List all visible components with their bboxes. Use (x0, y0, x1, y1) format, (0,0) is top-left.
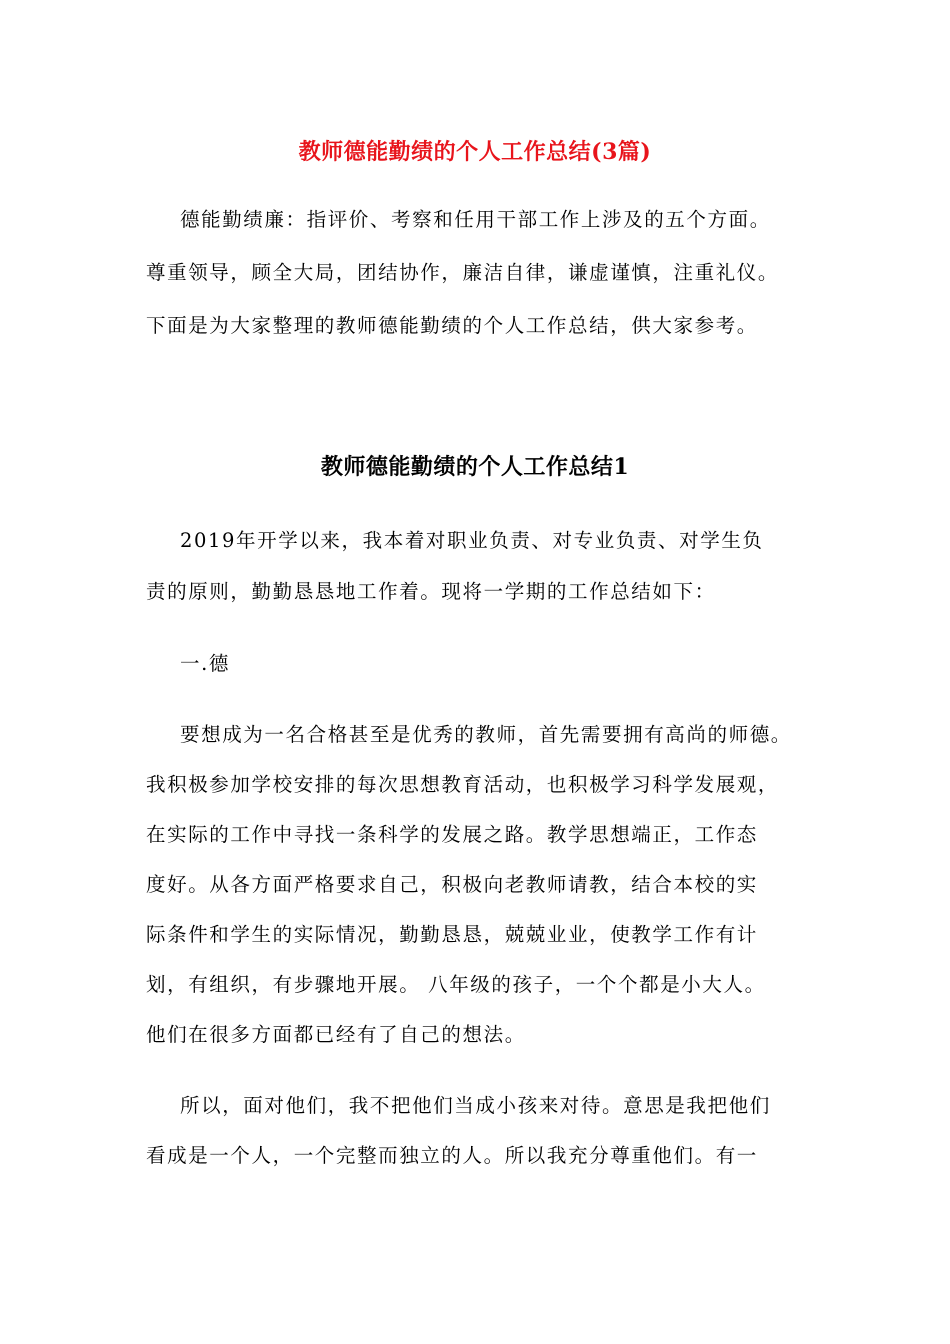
paragraph2-line-4: 度好。从各方面严格要求自己，积极向老教师请教，结合本校的实 (146, 873, 758, 896)
intro-line-2: 尊重领导，顾全大局，团结协作，廉洁自律，谦虚谨慎，注重礼仪。 (146, 261, 780, 284)
paragraph2-line-2: 我积极参加学校安排的每次思想教育活动，也积极学习科学发展观， (146, 773, 780, 796)
paragraph2-line-6: 划，有组织，有步骤地开展。 八年级的孩子，一个个都是小大人。 (146, 973, 766, 996)
document-title: 教师德能勤绩的个人工作总结(3篇) (298, 139, 652, 165)
paragraph2-line-5: 际条件和学生的实际情况，勤勤恳恳，兢兢业业，使教学工作有计 (146, 923, 758, 946)
paragraph1-line-1: 2019年开学以来，我本着对职业负责、对专业负责、对学生负 (180, 529, 764, 552)
intro-line-3: 下面是为大家整理的教师德能勤绩的个人工作总结，供大家参考。 (146, 314, 758, 337)
paragraph2-line-3: 在实际的工作中寻找一条科学的发展之路。教学思想端正，工作态 (146, 823, 758, 846)
heading-de: 一.德 (180, 652, 230, 675)
paragraph3-line-1: 所以，面对他们，我不把他们当成小孩来对待。意思是我把他们 (180, 1094, 771, 1117)
paragraph2-line-7: 他们在很多方面都已经有了自己的想法。 (146, 1023, 526, 1046)
paragraph2-line-1: 要想成为一名合格甚至是优秀的教师，首先需要拥有高尚的师德。 (180, 723, 792, 746)
section-title: 教师德能勤绩的个人工作总结1 (320, 454, 630, 480)
paragraph1-line-2: 责的原则，勤勤恳恳地工作着。现将一学期的工作总结如下： (146, 580, 716, 603)
paragraph3-line-2: 看成是一个人，一个完整而独立的人。所以我充分尊重他们。有一 (146, 1144, 758, 1167)
intro-line-1: 德能勤绩廉：指评价、考察和任用干部工作上涉及的五个方面。 (180, 208, 771, 231)
